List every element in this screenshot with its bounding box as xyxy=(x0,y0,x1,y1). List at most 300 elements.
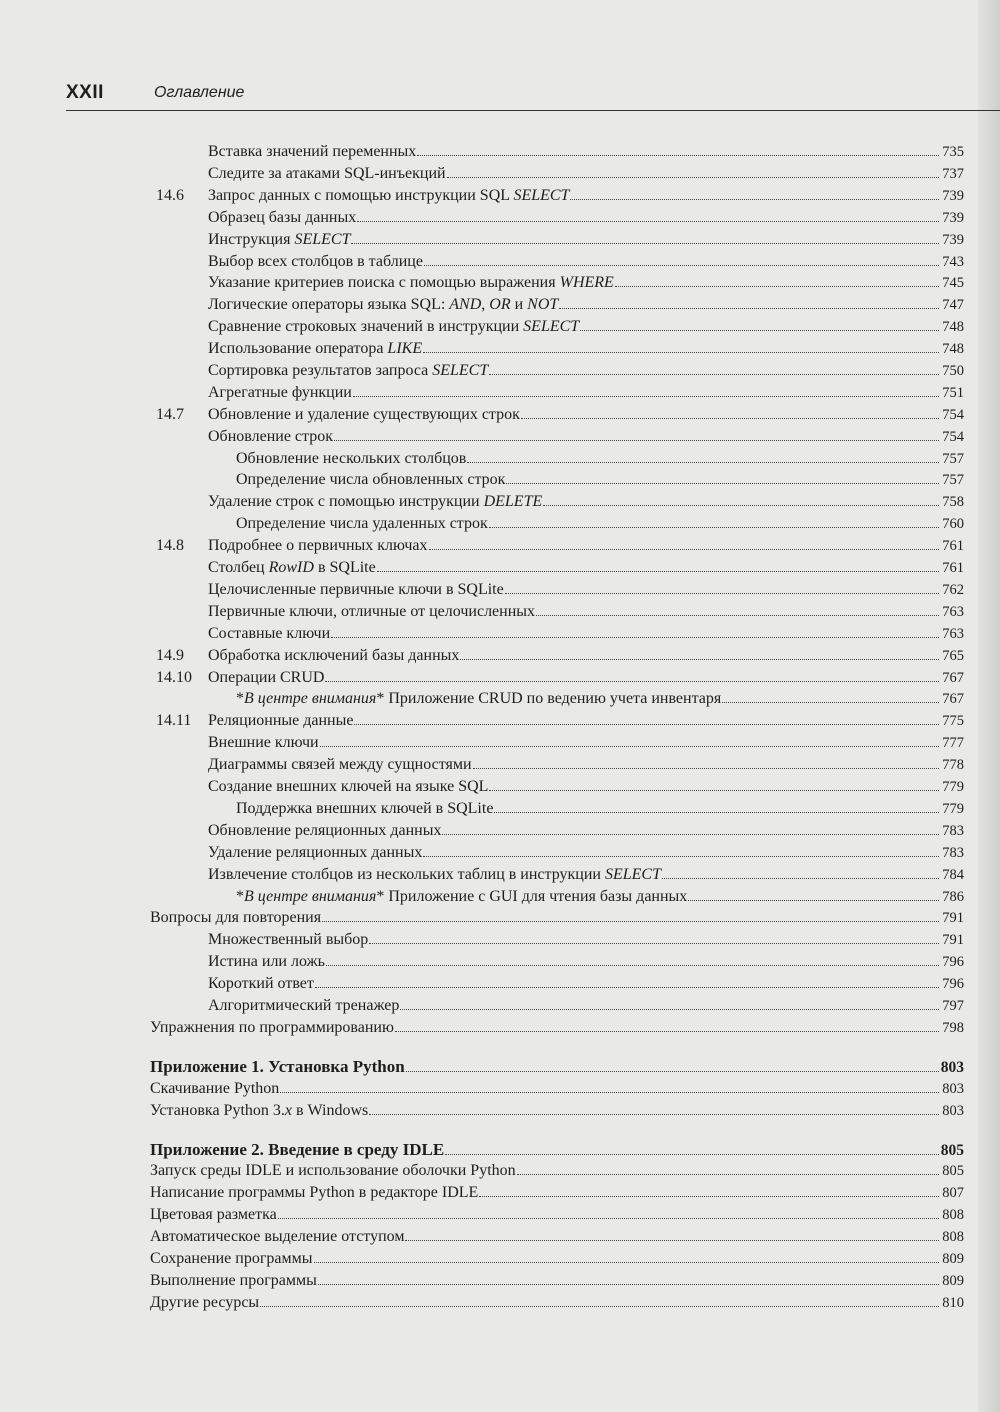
toc-entry xyxy=(150,1248,964,1270)
toc-row xyxy=(0,929,1000,951)
toc-entry xyxy=(208,929,964,951)
toc-row xyxy=(0,1139,1000,1161)
toc-title-segment: Короткий ответ xyxy=(208,975,314,992)
toc-leader-dots xyxy=(322,921,939,922)
toc-leader-dots xyxy=(489,527,939,528)
toc-page-number: 747 xyxy=(942,297,964,313)
toc-page-number: 808 xyxy=(942,1229,964,1245)
toc-entry-title xyxy=(150,1182,478,1204)
toc-page-number: 763 xyxy=(942,626,964,642)
toc-title-segment: Внешние ключи xyxy=(208,734,319,751)
toc-leader-dots xyxy=(559,308,939,309)
toc-title-segment: x xyxy=(284,1102,292,1119)
toc-row xyxy=(0,1248,1000,1270)
toc-leader-dots xyxy=(521,418,939,419)
toc-title-segment: Первичные ключи, отличные от целочисленных xyxy=(208,603,536,620)
toc-title-segment: SELECT xyxy=(604,866,661,883)
toc-entry xyxy=(150,1056,964,1079)
toc-title-segment: Операции CRUD xyxy=(208,669,325,686)
toc-entry xyxy=(236,513,964,535)
toc-entry xyxy=(208,535,964,557)
toc-entry xyxy=(208,382,964,404)
toc-entry xyxy=(208,776,964,798)
toc-row xyxy=(0,272,1000,294)
toc-entry-title xyxy=(208,601,535,623)
toc-row xyxy=(0,1182,1000,1204)
toc-row xyxy=(0,842,1000,864)
toc-leader-dots xyxy=(369,1114,939,1115)
toc-title-segment: Столбец xyxy=(208,559,269,576)
toc-leader-dots xyxy=(429,549,939,550)
toc-entry-title xyxy=(208,557,376,579)
toc-title-segment: Вставка значений переменных xyxy=(208,143,417,160)
toc-leader-dots xyxy=(326,965,939,966)
toc-leader-dots xyxy=(473,768,939,769)
toc-row xyxy=(0,1017,1000,1039)
toc-row xyxy=(0,732,1000,754)
toc-entry xyxy=(208,579,964,601)
toc-leader-dots xyxy=(543,505,939,506)
toc-leader-dots xyxy=(377,571,939,572)
toc-section-number: 14.7 xyxy=(156,406,184,423)
toc-page-number: 783 xyxy=(942,845,964,861)
toc-row xyxy=(0,491,1000,513)
toc-entry-title xyxy=(208,579,504,601)
toc-entry-title xyxy=(208,426,333,448)
toc-row xyxy=(0,185,1000,207)
toc-page-number: 765 xyxy=(942,648,964,664)
toc-title-segment: Образец базы данных xyxy=(208,209,357,226)
toc-row xyxy=(0,688,1000,710)
toc-entry-title xyxy=(208,754,472,776)
page-number: XXII xyxy=(66,82,104,103)
toc-title-segment: Упражнения по программированию xyxy=(150,1019,394,1036)
toc-leader-dots xyxy=(417,155,939,156)
toc-entry xyxy=(208,229,964,251)
toc-title-segment: Целочисленные первичные ключи в SQLite xyxy=(208,581,504,598)
toc-title-segment: Алгоритмический тренажер xyxy=(208,997,400,1014)
toc-page-number: 775 xyxy=(942,713,964,729)
toc-title-segment: Вопросы для повторения xyxy=(150,909,322,926)
toc-entry-title xyxy=(208,338,422,360)
toc-entry-title xyxy=(208,995,399,1017)
toc-page-number: 763 xyxy=(942,604,964,620)
toc-title-segment: Подробнее о первичных ключах xyxy=(208,537,428,554)
toc-row xyxy=(0,886,1000,908)
toc-entry xyxy=(208,645,964,667)
toc-title-segment: Удаление строк с помощью инструкции xyxy=(208,493,484,510)
toc-leader-dots xyxy=(318,1284,939,1285)
toc-entry xyxy=(236,688,964,710)
toc-title-segment: * Приложение CRUD по ведению учета инвентаря xyxy=(376,690,722,707)
toc-entry xyxy=(208,163,964,185)
toc-page-number: 760 xyxy=(942,516,964,532)
toc-leader-dots xyxy=(325,681,939,682)
toc-entry xyxy=(150,1017,964,1039)
toc-title-segment: Диаграммы связей между сущностями xyxy=(208,756,472,773)
toc-entry xyxy=(208,951,964,973)
toc-entry-title xyxy=(208,820,441,842)
toc-title-segment: NOT xyxy=(527,296,559,313)
toc-title-segment: DELETE xyxy=(483,493,543,510)
toc-title-segment: Составные ключи xyxy=(208,625,331,642)
toc-title-segment: SELECT xyxy=(523,318,580,335)
toc-page-number: 735 xyxy=(942,144,964,160)
toc-title-segment: Удаление реляционных данных xyxy=(208,844,423,861)
toc-entry xyxy=(208,864,964,886)
toc-row xyxy=(0,535,1000,557)
toc-leader-dots xyxy=(517,1174,939,1175)
toc-page-number: 754 xyxy=(942,407,964,423)
toc-entry-title xyxy=(150,1292,259,1314)
toc-entry-title xyxy=(208,163,446,185)
toc-row xyxy=(0,1160,1000,1182)
toc-entry xyxy=(150,1100,964,1122)
toc-entry xyxy=(208,754,964,776)
toc-row xyxy=(0,448,1000,470)
toc-row xyxy=(0,601,1000,623)
toc-entry xyxy=(150,907,964,929)
toc-entry xyxy=(236,798,964,820)
toc-title-segment: в Windows xyxy=(292,1102,369,1119)
toc-leader-dots xyxy=(354,724,939,725)
toc-row xyxy=(0,557,1000,579)
toc-title-segment: В центре внимания xyxy=(244,690,377,707)
toc-row xyxy=(0,513,1000,535)
toc-entry xyxy=(208,732,964,754)
toc-entry-title xyxy=(208,842,422,864)
toc-title-segment: Истина или ложь xyxy=(208,953,325,970)
toc-section-number: 14.10 xyxy=(156,669,192,686)
toc-leader-dots xyxy=(406,1071,939,1072)
toc-entry-title xyxy=(208,535,428,557)
toc-entry-title xyxy=(150,1226,404,1248)
toc-row xyxy=(0,294,1000,316)
toc-entry-title xyxy=(208,272,614,294)
toc-page-number: 757 xyxy=(942,472,964,488)
toc-row xyxy=(0,645,1000,667)
toc-title-segment: WHERE xyxy=(559,274,614,291)
toc-leader-dots xyxy=(400,1009,939,1010)
toc-title-segment: Скачивание Python xyxy=(150,1080,280,1097)
toc-entry-title xyxy=(208,491,542,513)
toc-title-segment: Использование оператора xyxy=(208,340,388,357)
toc-leader-dots xyxy=(467,462,939,463)
toc-entry xyxy=(236,886,964,908)
toc-title-segment: Определение числа удаленных строк xyxy=(236,515,488,532)
toc-leader-dots xyxy=(489,374,939,375)
toc-page-number: 791 xyxy=(942,932,964,948)
toc-leader-dots xyxy=(278,1218,939,1219)
toc-page-number: 796 xyxy=(942,954,964,970)
toc-entry-title xyxy=(208,294,558,316)
toc-entry xyxy=(208,338,964,360)
toc-row xyxy=(0,710,1000,732)
toc-page-number: 779 xyxy=(942,801,964,817)
toc-entry-title xyxy=(208,776,488,798)
toc-page-number: 805 xyxy=(942,1163,964,1179)
toc-page-number: 757 xyxy=(942,451,964,467)
toc-leader-dots xyxy=(331,637,939,638)
toc-title-segment: OR xyxy=(489,296,511,313)
toc-page-number: 748 xyxy=(942,341,964,357)
toc-title-segment: Обновление реляционных данных xyxy=(208,822,442,839)
toc-page-number: 767 xyxy=(942,691,964,707)
toc-entry-title xyxy=(208,207,356,229)
toc-title-segment: Обновление строк xyxy=(208,428,333,445)
toc-title-segment: Запрос данных с помощью инструкции SQL xyxy=(208,187,514,204)
toc-title-segment: Сохранение программы xyxy=(150,1250,313,1267)
toc-entry xyxy=(208,272,964,294)
toc-leader-dots xyxy=(447,177,939,178)
toc-title-segment: SELECT xyxy=(432,362,489,379)
toc-entry-title xyxy=(208,251,423,273)
toc-entry xyxy=(208,973,964,995)
toc-title-segment: Извлечение столбцов из нескольких таблиц в инструкции xyxy=(208,866,605,883)
toc-page-number: 786 xyxy=(942,889,964,905)
toc-title-segment: Приложение 1. Установка Python xyxy=(150,1057,405,1076)
toc-entry-title xyxy=(208,929,368,951)
toc-entry-title xyxy=(236,448,466,470)
running-title: Оглавление xyxy=(154,84,245,101)
toc-entry-title xyxy=(150,1017,394,1039)
toc-entry-title xyxy=(150,1248,313,1270)
toc-entry-title xyxy=(208,185,569,207)
toc-entry-title xyxy=(208,667,324,689)
page-header xyxy=(66,80,1000,111)
toc-title-segment: Приложение 2. Введение в среду IDLE xyxy=(150,1140,445,1159)
toc-title-segment: Выполнение программы xyxy=(150,1272,317,1289)
toc-row xyxy=(0,798,1000,820)
toc-leader-dots xyxy=(315,987,939,988)
toc-leader-dots xyxy=(405,1240,939,1241)
toc-entry xyxy=(150,1160,964,1182)
toc-title-segment: Множественный выбор xyxy=(208,931,369,948)
toc-entry xyxy=(208,842,964,864)
toc-title-segment: Определение числа обновленных строк xyxy=(236,471,506,488)
toc-leader-dots xyxy=(580,330,939,331)
toc-entry-title xyxy=(150,907,321,929)
toc-entry xyxy=(150,1204,964,1226)
toc-row xyxy=(0,382,1000,404)
toc-row xyxy=(0,1270,1000,1292)
toc-entry xyxy=(208,141,964,163)
toc-title-segment: Инструкция xyxy=(208,231,295,248)
toc-leader-dots xyxy=(423,856,939,857)
toc-title-segment: Запуск среды IDLE и использование оболочки Python xyxy=(150,1162,516,1179)
toc-entry xyxy=(208,601,964,623)
toc-leader-dots xyxy=(615,286,939,287)
toc-title-segment: Обработка исключений базы данных xyxy=(208,647,460,664)
toc-leader-dots xyxy=(369,943,939,944)
toc-leader-dots xyxy=(722,702,939,703)
toc-title-segment: * xyxy=(236,690,244,707)
toc-page-number: 803 xyxy=(942,1103,964,1119)
toc-row xyxy=(0,141,1000,163)
toc-title-segment: , xyxy=(481,296,490,313)
toc-row xyxy=(0,864,1000,886)
toc-row xyxy=(0,776,1000,798)
toc-row xyxy=(0,426,1000,448)
toc-row xyxy=(0,360,1000,382)
toc-title-segment: Агрегатные функции xyxy=(208,384,352,401)
toc-leader-dots xyxy=(280,1092,939,1093)
toc-entry xyxy=(150,1292,964,1314)
toc-leader-dots xyxy=(688,900,939,901)
toc-page-number: 779 xyxy=(942,779,964,795)
toc-page-number: 745 xyxy=(942,275,964,291)
toc-title-segment: Реляционные данные xyxy=(208,712,354,729)
toc-title-segment: RowID xyxy=(268,559,314,576)
toc-row xyxy=(0,229,1000,251)
toc-entry-title xyxy=(208,360,488,382)
toc-row xyxy=(0,1056,1000,1078)
toc-leader-dots xyxy=(395,1031,939,1032)
toc-entry-title xyxy=(150,1204,277,1226)
toc-entry xyxy=(208,404,964,426)
toc-page-number: 750 xyxy=(942,363,964,379)
toc-title-segment: LIKE xyxy=(387,340,423,357)
toc-title-segment: Написание программы Python в редакторе IDLE xyxy=(150,1184,479,1201)
toc-row xyxy=(0,579,1000,601)
toc-leader-dots xyxy=(442,834,939,835)
toc-row xyxy=(0,1100,1000,1122)
toc-row xyxy=(0,469,1000,491)
toc-row xyxy=(0,951,1000,973)
toc-page-number: 739 xyxy=(942,210,964,226)
toc-title-segment: в SQLite xyxy=(313,559,376,576)
toc-page-number: 762 xyxy=(942,582,964,598)
toc-row xyxy=(0,404,1000,426)
toc-leader-dots xyxy=(506,483,939,484)
toc-page-number: 809 xyxy=(942,1273,964,1289)
toc-page-number: 758 xyxy=(942,494,964,510)
toc-leader-dots xyxy=(423,352,939,353)
toc-entry-title xyxy=(208,382,352,404)
toc-page-number: 778 xyxy=(942,757,964,773)
toc-entry-title xyxy=(150,1078,279,1100)
toc-page-number: 805 xyxy=(940,1142,964,1159)
toc-title-segment: Поддержка внешних ключей в SQLite xyxy=(236,800,494,817)
toc-entry-title xyxy=(236,469,505,491)
toc-title-segment: * xyxy=(236,888,244,905)
toc-leader-dots xyxy=(479,1196,939,1197)
toc-entry xyxy=(208,185,964,207)
toc-entry xyxy=(208,710,964,732)
toc-title-segment: Указание критериев поиска с помощью выражения xyxy=(208,274,560,291)
toc-page-number: 761 xyxy=(942,560,964,576)
toc-page-number: 791 xyxy=(942,910,964,926)
toc-entry-title xyxy=(208,864,661,886)
toc-page-number: 777 xyxy=(942,735,964,751)
toc-entry-title xyxy=(208,645,459,667)
toc-leader-dots xyxy=(351,243,939,244)
toc-row xyxy=(0,1204,1000,1226)
toc-leader-dots xyxy=(260,1306,939,1307)
toc-title-segment: SELECT xyxy=(294,231,351,248)
toc-leader-dots xyxy=(505,593,939,594)
toc-entry xyxy=(150,1139,964,1162)
toc-entry xyxy=(236,469,964,491)
toc-leader-dots xyxy=(460,659,939,660)
toc-leader-dots xyxy=(357,221,939,222)
toc-page-number: 743 xyxy=(942,254,964,270)
toc-leader-dots xyxy=(570,199,939,200)
toc-title-segment: Выбор всех столбцов в таблице xyxy=(208,253,423,270)
toc-entry xyxy=(150,1226,964,1248)
toc-entry xyxy=(150,1182,964,1204)
toc-title-segment: Сортировка результатов запроса xyxy=(208,362,433,379)
toc-page-number: 739 xyxy=(942,232,964,248)
toc-row xyxy=(0,207,1000,229)
toc-entry-title xyxy=(208,404,520,426)
toc-page-number: 767 xyxy=(942,670,964,686)
toc-entry-title xyxy=(150,1160,516,1182)
toc-entry-title xyxy=(208,951,325,973)
toc-title-segment: AND xyxy=(449,296,482,313)
toc-page-number: 803 xyxy=(942,1081,964,1097)
toc-leader-dots xyxy=(445,1154,939,1155)
toc-page-number: 751 xyxy=(942,385,964,401)
toc-entry xyxy=(208,251,964,273)
toc-entry xyxy=(208,294,964,316)
toc-row xyxy=(0,1292,1000,1314)
toc-entry-title xyxy=(208,732,319,754)
toc-entry xyxy=(208,820,964,842)
toc-page-number: 748 xyxy=(942,319,964,335)
toc-page-number: 754 xyxy=(942,429,964,445)
toc-page-number: 796 xyxy=(942,976,964,992)
toc-leader-dots xyxy=(334,440,939,441)
toc-section-number: 14.6 xyxy=(156,187,184,204)
toc-title-segment: Обновление нескольких столбцов xyxy=(236,450,467,467)
toc-title-segment: и xyxy=(510,296,528,313)
toc-row xyxy=(0,1226,1000,1248)
toc-entry xyxy=(208,491,964,513)
toc-page-number: 784 xyxy=(942,867,964,883)
toc-title-segment: Сравнение строковых значений в инструкции xyxy=(208,318,524,335)
toc-entry-title xyxy=(236,688,721,710)
toc-entry xyxy=(208,557,964,579)
toc-leader-dots xyxy=(353,396,939,397)
toc-entry-title xyxy=(236,886,687,908)
toc-row xyxy=(0,1078,1000,1100)
toc-page-number: 810 xyxy=(942,1295,964,1311)
toc-page-number: 783 xyxy=(942,823,964,839)
toc-row xyxy=(0,667,1000,689)
toc-row xyxy=(0,163,1000,185)
toc-entry-title xyxy=(150,1100,368,1122)
toc-row xyxy=(0,907,1000,929)
toc-page-number: 739 xyxy=(942,188,964,204)
toc-title-segment: Следите за атаками SQL-инъекций xyxy=(208,165,446,182)
toc-row xyxy=(0,973,1000,995)
toc-row xyxy=(0,251,1000,273)
toc-leader-dots xyxy=(489,790,939,791)
toc-entry xyxy=(208,207,964,229)
toc-leader-dots xyxy=(662,878,939,879)
toc-title-segment: SELECT xyxy=(513,187,570,204)
toc-entry-title xyxy=(150,1270,317,1292)
toc-entry-title xyxy=(236,513,488,535)
toc-entry-title xyxy=(208,229,350,251)
toc-entry xyxy=(208,623,964,645)
toc-entry-title xyxy=(208,141,416,163)
toc-entry xyxy=(150,1270,964,1292)
toc-page-number: 797 xyxy=(942,998,964,1014)
toc-title-segment: Обновление и удаление существующих строк xyxy=(208,406,520,423)
toc-page-number: 808 xyxy=(942,1207,964,1223)
